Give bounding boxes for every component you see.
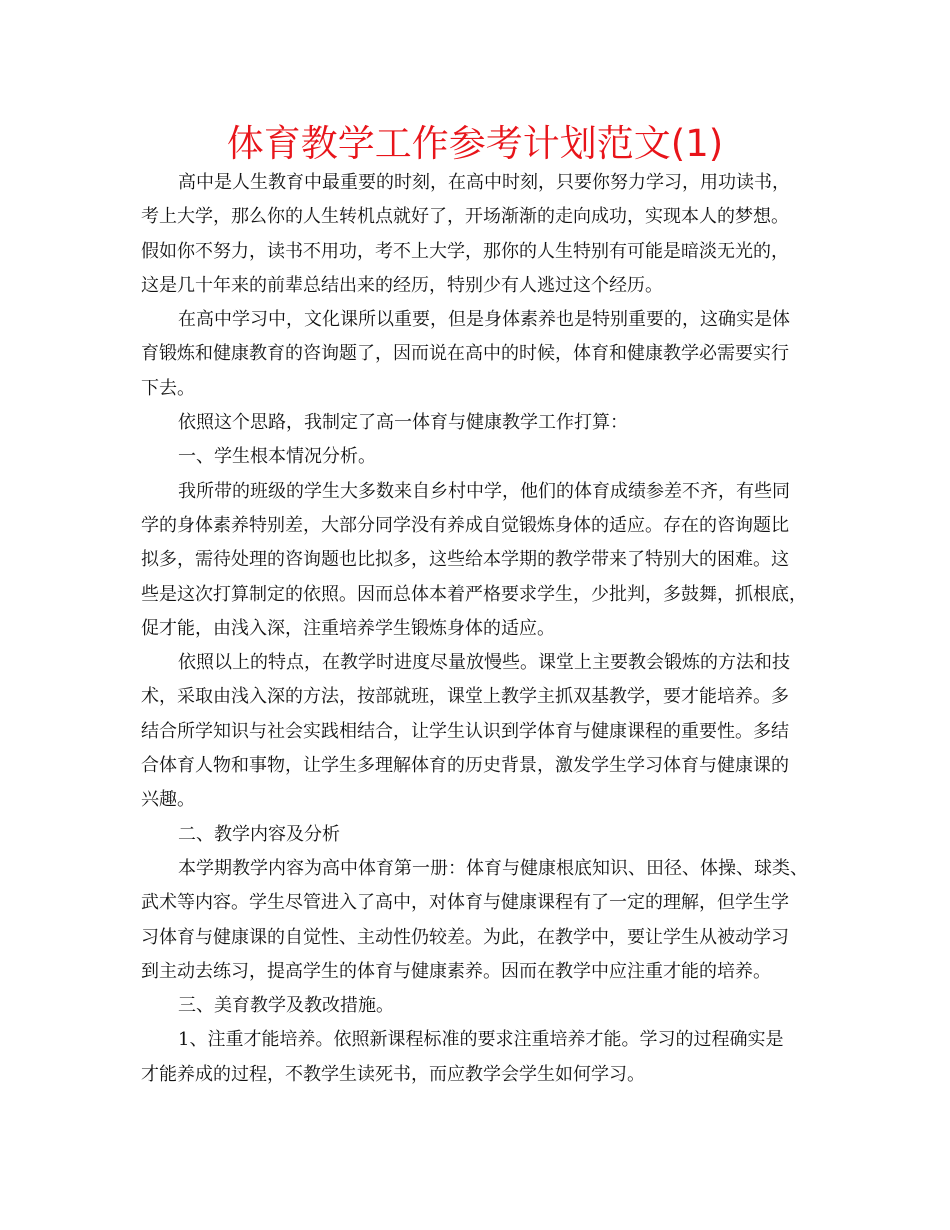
text-line: 促才能，由浅入深，注重培养学生锻炼身体的适应。 — [141, 617, 555, 639]
text-line: 武术等内容。学生尽管进入了高中，对体育与健康课程有了一定的理解，但学生学 — [141, 892, 789, 914]
document-body — [141, 166, 821, 1092]
text-line: 些是这次打算制定的依照。因而总体本着严格要求学生，少批判，多鼓舞，抓根底， — [141, 583, 807, 605]
text-line: 结合所学知识与社会实践相结合，让学生认识到学体育与健康课程的重要性。多结 — [141, 720, 789, 742]
text-line: 高中是人生教育中最重要的时刻，在高中时刻，只要你努力学习，用功读书， — [178, 172, 790, 193]
section-heading: 一、学生根本情况分析。 — [178, 446, 376, 468]
text-line: 拟多，需待处理的咨询题也比拟多，这些给本学期的教学带来了特别大的困难。这 — [141, 549, 789, 571]
text-line: 习体育与健康课的自觉性、主动性仍较差。为此，在教学中，要让学生从被动学习 — [141, 926, 789, 948]
text-line: 考上大学，那么你的人生转机点就好了，开场渐渐的走向成功，实现本人的梦想。 — [141, 206, 789, 228]
section-heading: 二、教学内容及分析 — [178, 823, 340, 845]
text-line: 这是几十年来的前辈总结出来的经历，特别少有人逃过这个经历。 — [141, 274, 663, 296]
text-line: 本学期教学内容为高中体育第一册：体育与健康根底知识、田径、体操、球类、 — [178, 857, 808, 879]
text-line: 到主动去练习，提高学生的体育与健康素养。因而在教学中应注重才能的培养。 — [141, 960, 771, 982]
text-line: 下去。 — [141, 377, 195, 399]
text-line: 合体育人物和事物，让学生多理解体育的历史背景，激发学生学习体育与健康课的 — [141, 755, 789, 777]
text-line: 1、注重才能培养。依照新课程标准的要求注重培养才能。学习的过程确实是 — [178, 1029, 784, 1051]
text-line: 依照以上的特点，在教学时进度尽量放慢些。课堂上主要教会锻炼的方法和技 — [178, 652, 790, 674]
section-heading: 三、美育教学及教改措施。 — [178, 995, 394, 1017]
text-line: 才能养成的过程，不教学生读死书，而应教学会学生如何学习。 — [141, 1063, 645, 1085]
text-line: 依照这个思路，我制定了高一体育与健康教学工作打算： — [178, 412, 628, 434]
text-line: 在高中学习中，文化课所以重要，但是身体素养也是特别重要的，这确实是体 — [178, 309, 790, 331]
text-line: 学的身体素养特别差，大部分同学没有养成自觉锻炼身体的适应。存在的咨询题比 — [141, 514, 789, 536]
text-line: 术，采取由浅入深的方法，按部就班，课堂上教学主抓双基教学，要才能培养。多 — [141, 686, 789, 708]
text-line: 兴趣。 — [141, 789, 195, 811]
document-title: 体育教学工作参考计划范文(1) — [226, 122, 724, 165]
text-line: 我所带的班级的学生大多数来自乡村中学，他们的体育成绩参差不齐，有些同 — [178, 480, 790, 502]
text-line: 假如你不努力，读书不用功，考不上大学，那你的人生特别有可能是暗淡无光的， — [141, 240, 789, 262]
text-line: 育锻炼和健康教育的咨询题了，因而说在高中的时候，体育和健康教学必需要实行 — [141, 343, 789, 365]
